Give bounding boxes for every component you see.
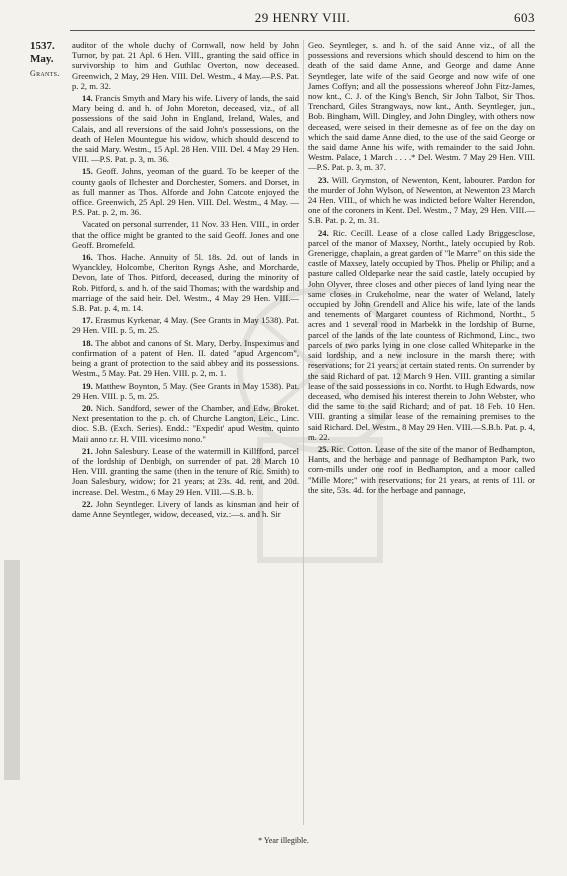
entry-text: The abbot and canons of St. Mary, Derby. Inspeximus and confirmation of a patent of Hen. II. dated "apud Argencom", being a grant of protection to the said abbey and its possessions. Westm., 5 May. Pat. 29 Hen. VIII. p. 2, m. 1. xyxy=(72,337,299,379)
entry-paragraph xyxy=(308,444,535,495)
entry-text: auditor of the whole duchy of Cornwall, now held by John Turnor, by pat. 21 Apl. 6 Hen. VIII., granting the said office in survivorship to him and Guthlac Overton, now deceased. Greenwich, 2 May, 29 Hen. VIII. Del. Westm., 4 May.—P.S. Pat. p. 2, m. 32. xyxy=(72,40,299,91)
entry-text: Vacated on personal surrender, 11 Nov. 33 Hen. VIII., in order that the office might be granted to the said Geoff. Jones and one Geoff. Bromefeld. xyxy=(72,219,299,250)
entry-paragraph xyxy=(72,93,299,164)
entry-text: Erasmus Kyrkenar, 4 May. (See Grants in May 1538). Pat. 29 Hen. VIII. p. 5, m. 25. xyxy=(72,315,299,336)
header-rule xyxy=(70,30,535,31)
entry-paragraph xyxy=(72,499,299,519)
entry-number: 25. xyxy=(318,443,329,454)
entry-text: John Seyntleger. Livery of lands as kinsman and heir of dame Anne Seyntleger, widow, deceased, viz.:—s. and h. Sir xyxy=(72,498,299,519)
entry-paragraph xyxy=(72,219,299,250)
entry-number: 19. xyxy=(82,380,93,391)
entry-paragraph xyxy=(72,315,299,335)
right-column xyxy=(308,40,535,825)
entry-text: Will. Grymston, of Newenton, Kent, labourer. Pardon for the murder of John Wylson, of Newenton, at Newenton 23 March 24 Hen. VIII., of which he was indicted before Walter Herendon, one of the coroners in Kent. Del. Westm., 7 May, 29 Hen. VIII.—S.B. Pat. p. 2, m. 31. xyxy=(308,174,535,226)
entry-text: Ric. Cotton. Lease of the site of the manor of Bedhampton, Hants, and the herbage and pannage of Bedhampton Park, two corn-mills under one roof in Bedhampton, and a moor called "Mille More;" with reservations; for 21 years, at rents of 11l. or the site, 53s. 4d. for the herbage and pannage, xyxy=(308,443,535,495)
entry-number: 20. xyxy=(82,402,93,413)
entry-number: 24. xyxy=(318,227,329,238)
entry-text: John Salesbury. Lease of the watermill in Killfford, parcel of the lordship of Denbigh, on surrender of pat. 28 March 10 Hen. VIII. granting the same (then in the tenure of Ric. Smith) to Joan Salesbury, widow; for 21 years; at 23s. 4d. rent, and 20d. increase. Del. Westm., 6 May 29 Hen. VIII.—S.B. b. xyxy=(72,445,299,497)
entry-text: Ric. Cecill. Lease of a close called Lady Briggesclose, parcel of the manor of Maxsey, Northt., lately occupied by Rob. Grenerigge, chaplain, a great garden of "le Marre" on this side the castle of Maxsey, lately occupied by Thos. Phelip or Philip; and a pasture called Oldeparke near the said castle, lately occupied by John Olyver, three closes and other pieces of land lying near the same closes in Crukeholme, near the water of Weland, lately occupied by John Grendell and Alice his wife, late of the lands and tenements of Margaret countess of Richmond, Northt., 5 acres and 1 several rood in Marbekk in the lordship of Burne, parcel of the lands of the late countess of Richmond, Linc., two parcels of two parks lying in one close called Whiteparke in the said lordship, and a new inclosure in the marsh there; with reservations; for 21 years; at certain stated rents. On surrender by the said Richard of pat. 12 March 9 Hen. VIII. granting a similar lease of the said possessions in co. Northt. to Hugh Edwards, now deceased, who demised his interest therein to John Webster, who did the same to the said Richard; and of pat. 18 Feb. 10 Hen. VIII. granting a similar lease of the remaining premises to the said Richard. Del. Westm., 8 May 29 Hen. VIII.—S.B.b. Pat. p. 4, m. 22. xyxy=(308,227,535,442)
left-column xyxy=(72,40,299,825)
entry-text: Nich. Sandford, sewer of the Chamber, and Edw. Broket. Next presentation to the p. ch. of Churche Langton, Leic., Linc. dioc. S.B. (Exch. Series). Endd.: "Expedit' apud Westm. quinto Maii anno r.r. H. VIII. vicesimo nono." xyxy=(72,402,299,444)
entry-paragraph xyxy=(308,175,535,226)
entry-paragraph xyxy=(72,446,299,497)
page-title: 29 HENRY VIII. xyxy=(254,10,351,25)
page-number: 603 xyxy=(514,10,535,25)
entry-paragraph xyxy=(72,381,299,401)
entry-paragraph xyxy=(72,338,299,379)
spine-watermark-icon xyxy=(2,560,22,780)
entry-paragraph xyxy=(72,166,299,217)
entry-text: Thos. Hache. Annuity of 5l. 18s. 2d. out of lands in Wyanckley, Holcombe, Cheriton Ryngs Ashe, and Morcharde, Devon, late of Thos. Pitford, deceased, during the minority of Rob. Pitford, s. and h. of the said Thomas; with the wardship and marriage of the said heir. Del. Westm., 4 May 29 Hen. VIII.—S.B. Pat. p. 4, m. 14. xyxy=(72,252,299,314)
entry-text: Matthew Boynton, 5 May. (See Grants in May 1538). Pat. 29 Hen. VIII. p. 5, m. 25. xyxy=(72,380,299,401)
margin-month: May. xyxy=(30,52,54,65)
entry-text: Francis Smyth and Mary his wife. Livery of lands, the said Mary being d. and h. of John Moreton, deceased, viz., of all possessions of the said John in England, Ireland, Wales, and Calais, and all reversions of the said John's possessions, on the death of Helen Mountegue his widow, which should descend to the said Mary. Westm., 15 Apl. 28 Hen. VIII. Del. 4 May 29 Hen. VIII. —P.S. Pat. p. 3, m. 36. xyxy=(72,93,299,165)
entry-paragraph xyxy=(308,40,535,173)
entry-text: Geoff. Johns, yeoman of the guard. To be keeper of the county gaols of Ilchester and Dorchester, Somers. and Dorset, in as full manner as Thos. Alforde and John Catcote enjoyed the office. Greenwich, 25 Apl. 29 Hen. VIII. Del. Westm., 4 May. —P.S. Pat. p. 2, m. 36. xyxy=(72,166,299,218)
entry-number: 23. xyxy=(318,174,329,185)
margin-section: Grants. xyxy=(30,69,60,79)
entry-paragraph xyxy=(72,40,299,91)
entry-paragraph xyxy=(72,403,299,444)
footnote: * Year illegible. xyxy=(258,836,309,845)
entry-number: 18. xyxy=(82,337,93,348)
margin-year: 1537. xyxy=(30,40,55,52)
column-divider xyxy=(303,40,304,825)
entry-text: Geo. Seyntleger, s. and h. of the said Anne viz., of all the possessions and reversions which should descend to him on the death of the said dame Anne, and George and dame Anne Seyntleger, late wife of the said George and now wife of one James Coffyn; and all the possessions whereof John Fitz-James, now knt., C. J. of the King's Bench, Sir John Talbot, Sir Thos. Trenchard, Giles Strangways, now knt., Anth. Seyntleger, jun., Bob. Bingham, Will. Dingley, and John Dingley, with others now deceased, were seised in their demesne as of fee on the day on which the said dame Anne died, to the use of the said George or the said dame Anne his wife, with remainder to the said John. Westm. Palace, 1 March . . . .* Del. Westm. 7 May 29 Hen. VIII.—P.S. Pat. p. 3, m. 37. xyxy=(308,40,535,173)
entry-paragraph xyxy=(72,252,299,313)
entry-number: 14. xyxy=(82,93,93,104)
margin-notes xyxy=(30,40,68,78)
entry-number: 22. xyxy=(82,498,93,509)
entry-number: 15. xyxy=(82,166,93,177)
entry-paragraph xyxy=(308,228,535,442)
entry-number: 21. xyxy=(82,445,93,456)
entry-number: 16. xyxy=(82,252,93,263)
entry-number: 17. xyxy=(82,315,93,326)
